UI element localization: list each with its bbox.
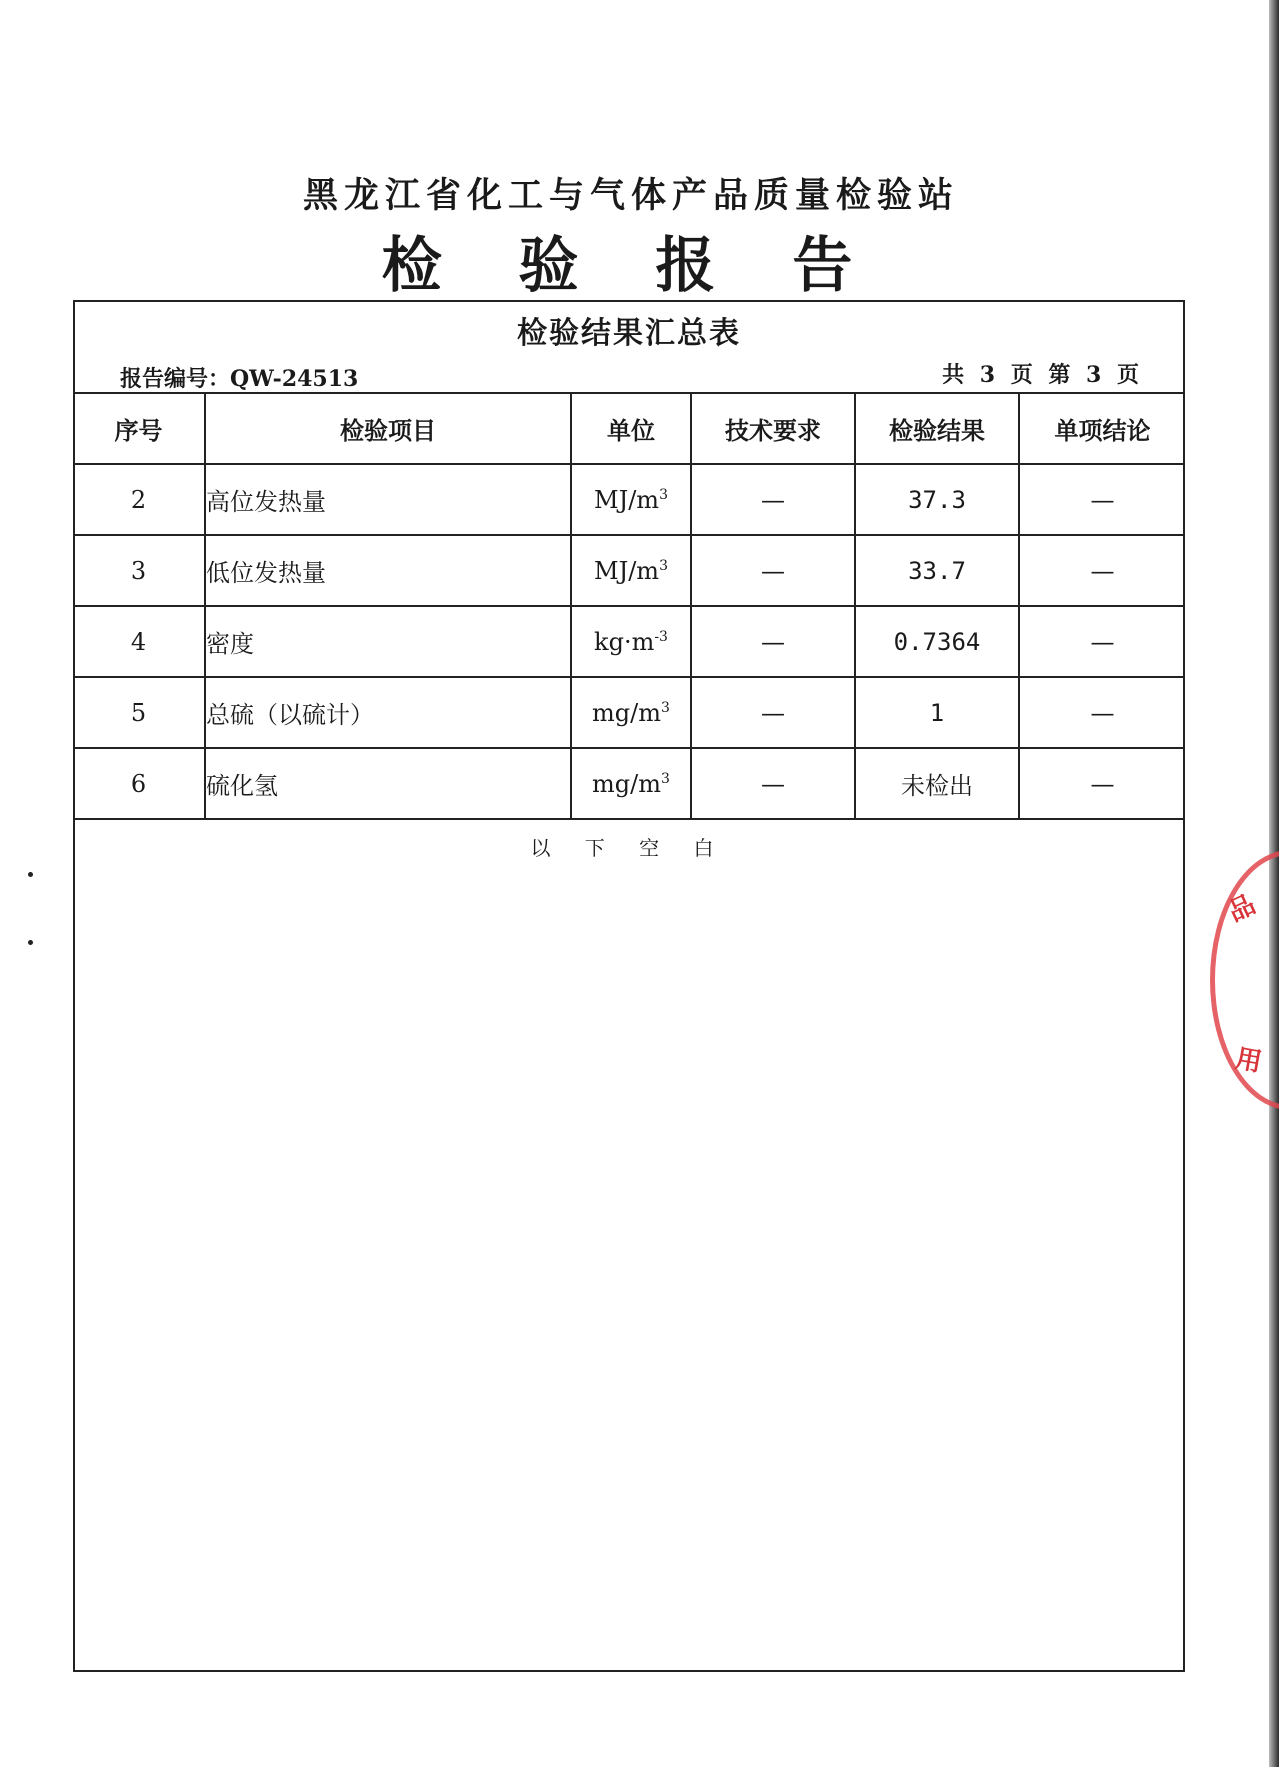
report-number-label: 报告编号： bbox=[120, 366, 231, 392]
summary-table-title: 检验结果汇总表 bbox=[517, 316, 741, 351]
table-row bbox=[73, 606, 1185, 677]
cell-conclusion: — bbox=[1019, 535, 1185, 606]
stamp-text-top: 品 bbox=[1223, 889, 1261, 928]
cell-item: 硫化氢 bbox=[205, 748, 571, 819]
cell-unit: $mg/m^3$ bbox=[571, 748, 691, 819]
cell-result: 0.7364 bbox=[855, 606, 1019, 677]
header-no: 序号 bbox=[73, 393, 205, 464]
cell-no: 4 bbox=[73, 606, 205, 677]
cell-no: 3 bbox=[73, 535, 205, 606]
cell-no: 5 bbox=[73, 677, 205, 748]
table-row bbox=[73, 748, 1185, 819]
binding-hole-dot bbox=[28, 940, 33, 945]
binding-hole-dot bbox=[28, 872, 33, 877]
cell-requirement: — bbox=[691, 677, 855, 748]
cell-item: 高位发热量 bbox=[205, 464, 571, 535]
cell-requirement: — bbox=[691, 606, 855, 677]
stamp-text-bottom: 用 bbox=[1233, 1043, 1264, 1078]
table-row bbox=[73, 464, 1185, 535]
cell-requirement: — bbox=[691, 748, 855, 819]
report-title: 检 验 报 告 bbox=[381, 231, 881, 301]
page-info: 共 3 页 第 3 页 bbox=[942, 362, 1143, 388]
header-requirement: 技术要求 bbox=[691, 393, 855, 464]
cell-unit: $mg/m^3$ bbox=[571, 677, 691, 748]
organization-name: 黑龙江省化工与气体产品质量检验站 bbox=[302, 175, 959, 216]
cell-result: 33.7 bbox=[855, 535, 1019, 606]
report-number-value: QW-24513 bbox=[230, 366, 359, 392]
header-item: 检验项目 bbox=[205, 393, 571, 464]
cell-conclusion: — bbox=[1019, 677, 1185, 748]
results-table bbox=[73, 392, 1185, 820]
table-row bbox=[73, 535, 1185, 606]
blank-below-note: 以 下 空 白 bbox=[530, 836, 728, 860]
cell-no: 6 bbox=[73, 748, 205, 819]
report-number bbox=[120, 362, 358, 393]
header-result: 检验结果 bbox=[855, 393, 1019, 464]
cell-conclusion: — bbox=[1019, 748, 1185, 819]
table-header-row bbox=[73, 393, 1185, 464]
table-row bbox=[73, 677, 1185, 748]
cell-no: 2 bbox=[73, 464, 205, 535]
cell-unit: $MJ/m^3$ bbox=[571, 535, 691, 606]
cell-item: 总硫（以硫计） bbox=[205, 677, 571, 748]
cell-unit: $kg\cdot m^{-3}$ bbox=[571, 606, 691, 677]
cell-unit: $MJ/m^3$ bbox=[571, 464, 691, 535]
cell-item: 低位发热量 bbox=[205, 535, 571, 606]
cell-conclusion: — bbox=[1019, 464, 1185, 535]
cell-requirement: — bbox=[691, 535, 855, 606]
cell-result: 37.3 bbox=[855, 464, 1019, 535]
header-unit: 单位 bbox=[571, 393, 691, 464]
header-conclusion: 单项结论 bbox=[1019, 393, 1185, 464]
cell-result: 未检出 bbox=[855, 748, 1019, 819]
cell-result: 1 bbox=[855, 677, 1019, 748]
cell-requirement: — bbox=[691, 464, 855, 535]
cell-conclusion: — bbox=[1019, 606, 1185, 677]
cell-item: 密度 bbox=[205, 606, 571, 677]
